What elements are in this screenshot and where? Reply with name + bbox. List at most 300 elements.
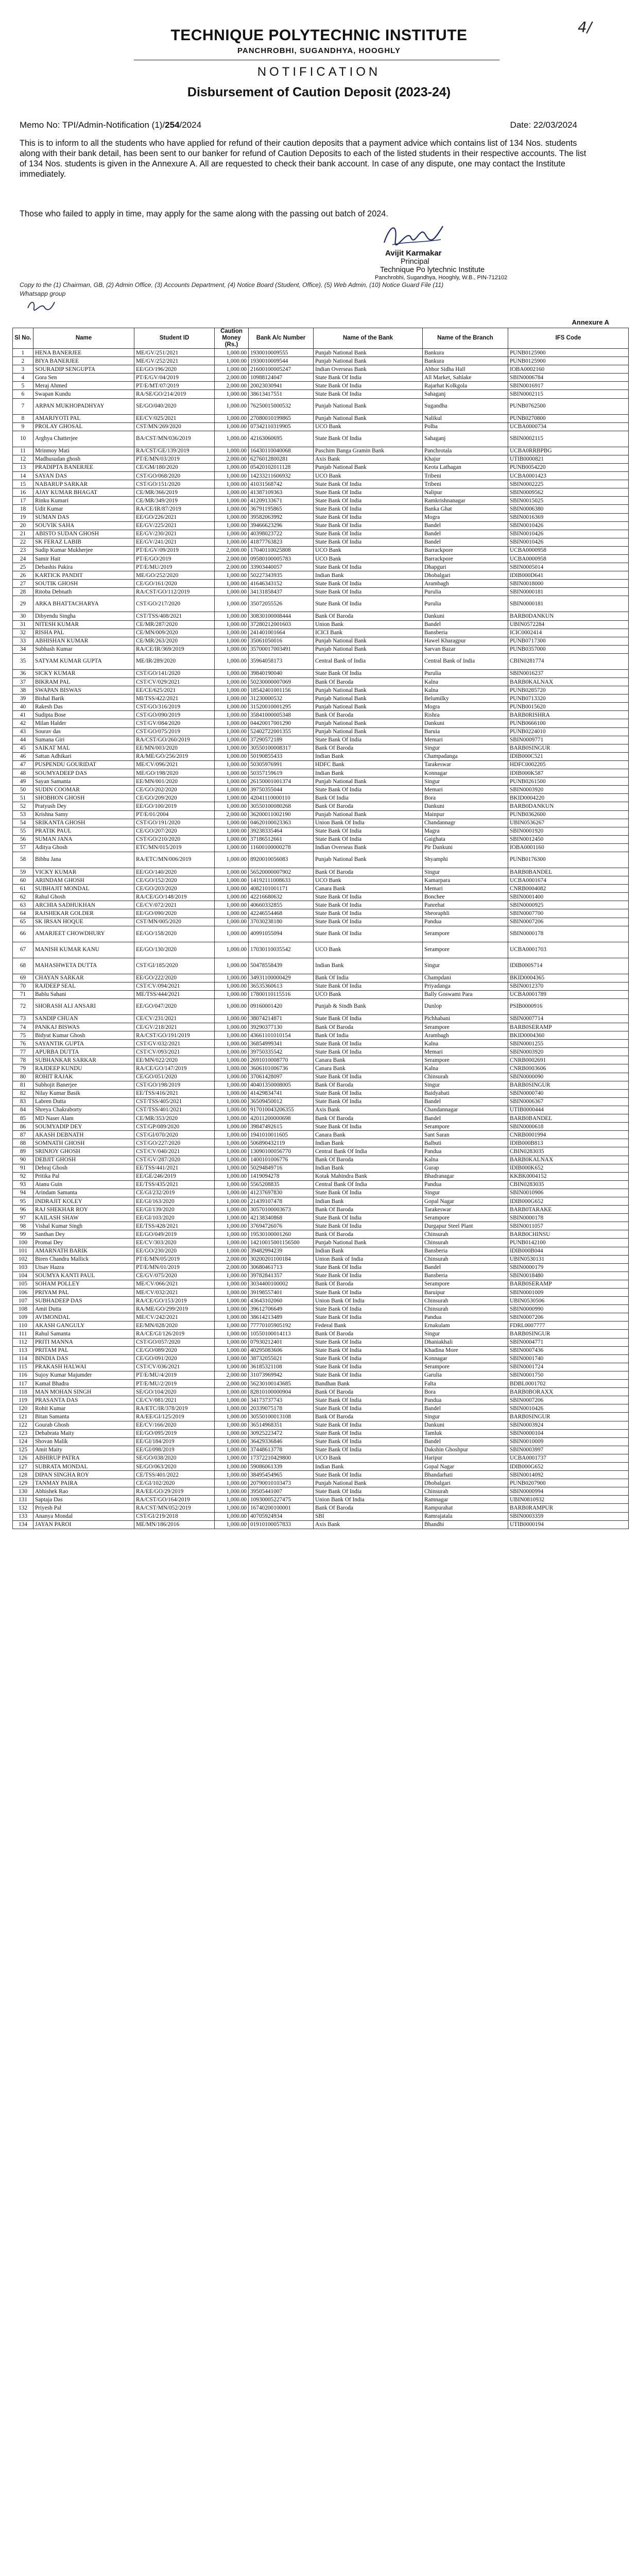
header-name: Name (33, 328, 134, 349)
cell-name: RAJ SHEKHAR ROY (33, 1206, 134, 1214)
cell-student-id: EE/MN/001/2020 (134, 777, 215, 786)
table-row (13, 497, 629, 505)
cell-bank-account: 31230000532 (249, 694, 314, 703)
cell-ifsc: PUNB0666100 (508, 719, 629, 727)
cell-branch: Central Bank of India (423, 653, 508, 669)
cell-student-id: CST/GV/287/2020 (134, 1156, 215, 1164)
cell-bank-account: 39582063992 (249, 513, 314, 521)
cell-branch: Baruipur (423, 1289, 508, 1297)
cell-caution-money: 1,000.00 (215, 1247, 249, 1255)
cell-bank-account: 2691010008770 (249, 1056, 314, 1064)
cell-student-id: RA/CST/GE/139/2019 (134, 447, 215, 455)
cell-name: SOURADIP SENGUPTA (33, 365, 134, 374)
cell-caution-money: 1,000.00 (215, 571, 249, 580)
cell-slno: 100 (13, 1239, 33, 1247)
cell-slno: 112 (13, 1338, 33, 1346)
cell-bank-name: Bank Of Baroda (314, 1330, 423, 1338)
cell-slno: 117 (13, 1380, 33, 1388)
cell-slno: 68 (13, 958, 33, 974)
cell-bank-name: Punjab National Bank (314, 686, 423, 694)
cell-caution-money: 1,000.00 (215, 1421, 249, 1429)
cell-name: SAYANTIK GUPTA (33, 1040, 134, 1048)
cell-caution-money: 1,000.00 (215, 1189, 249, 1197)
cell-bank-name: Union Bank Of India (314, 819, 423, 827)
cell-slno: 129 (13, 1479, 33, 1487)
cell-bank-account: 39840190040 (249, 669, 314, 677)
cell-branch: Rajarhat Kolkgola (423, 382, 508, 390)
table-row (13, 538, 629, 546)
cell-name: TANMAY PAIRA (33, 1479, 134, 1487)
cell-bank-name: Bank Of Baroda (314, 868, 423, 876)
cell-name: Shreya Chakraborty (33, 1106, 134, 1114)
table-row (13, 521, 629, 530)
cell-caution-money: 1,000.00 (215, 1222, 249, 1230)
cell-slno: 104 (13, 1272, 33, 1280)
cell-bank-name: State Bank Of India (314, 1404, 423, 1413)
cell-student-id: CST/GI/185/2020 (134, 958, 215, 974)
cell-name: Rahul Ghosh (33, 893, 134, 901)
cell-caution-money: 1,000.00 (215, 736, 249, 744)
cell-slno: 114 (13, 1354, 33, 1363)
cell-bank-account: 34173737743 (249, 1396, 314, 1404)
cell-ifsc: BARB0RAMPUR (508, 1504, 629, 1512)
cell-name: Rohit Kumar (33, 1404, 134, 1413)
cell-slno: 37 (13, 678, 33, 686)
cell-bank-account: 39198557401 (249, 1289, 314, 1297)
cell-bank-account: 17800110115516 (249, 990, 314, 998)
cell-ifsc: IOBA0002160 (508, 365, 629, 374)
cell-name: Sumana Giri (33, 736, 134, 744)
cell-student-id: EE/GO/047/2020 (134, 998, 215, 1014)
cell-slno: 9 (13, 422, 33, 431)
cell-bank-name: Indian Bank (314, 1462, 423, 1470)
cell-bank-name: Indian Bank (314, 752, 423, 760)
cell-name: Krishna Samy (33, 810, 134, 819)
table-row (13, 1437, 629, 1446)
cell-ifsc: SBIN0005014 (508, 563, 629, 571)
cell-caution-money: 1,000.00 (215, 1520, 249, 1529)
cell-ifsc: SBIN0000925 (508, 901, 629, 909)
cell-bank-name: State Bank Of India (314, 1123, 423, 1131)
cell-name: Abhishek Rao (33, 1487, 134, 1496)
cell-student-id: CST/CV/029/2021 (134, 678, 215, 686)
cell-bank-name: Punjab National Bank (314, 694, 423, 703)
cell-name: PRASANTA DAS (33, 1396, 134, 1404)
cell-name: AKASH GANGULY (33, 1321, 134, 1330)
cell-slno: 1 (13, 349, 33, 357)
cell-ifsc: UCBA0001423 (508, 472, 629, 480)
cell-slno: 4 (13, 374, 33, 382)
cell-slno: 65 (13, 918, 33, 926)
cell-ifsc: CBIN0283035 (508, 1147, 629, 1156)
cell-branch: Chinsurah (423, 1305, 508, 1313)
cell-bank-account: 30550100013108 (249, 1413, 314, 1421)
cell-caution-money: 1,000.00 (215, 1354, 249, 1363)
cell-bank-account: 42216680632 (249, 893, 314, 901)
cell-bank-account: 41646343152 (249, 580, 314, 588)
cell-bank-account: 41031568742 (249, 480, 314, 488)
table-row (13, 1363, 629, 1371)
cell-bank-account: 04420017001290 (249, 719, 314, 727)
cell-branch: Haripur (423, 1454, 508, 1462)
table-row (13, 744, 629, 752)
cell-student-id: PT/E/GV/09/2019 (134, 546, 215, 554)
cell-bank-name: Central Bank Of India (314, 1147, 423, 1156)
cell-bank-name: Bank Of Baroda (314, 1206, 423, 1214)
table-row (13, 719, 629, 727)
cell-bank-name: Punjab National Bank (314, 414, 423, 422)
table-row (13, 563, 629, 571)
cell-branch: Baidyabati (423, 1089, 508, 1097)
cell-bank-account: 21439107478 (249, 1197, 314, 1205)
cell-caution-money: 1,000.00 (215, 703, 249, 711)
cell-slno: 97 (13, 1214, 33, 1222)
table-row (13, 909, 629, 918)
cell-name: SUMAN JANA (33, 835, 134, 843)
cell-ifsc: UCBA0001737 (508, 1454, 629, 1462)
signature-block (344, 219, 508, 281)
cell-caution-money: 1,000.00 (215, 1504, 249, 1512)
cell-branch: Bandel (423, 1114, 508, 1123)
table-row (13, 580, 629, 588)
cell-bank-account: 1930010009544 (249, 357, 314, 365)
cell-bank-account: 917010043206355 (249, 1106, 314, 1114)
cell-caution-money: 2,000.00 (215, 382, 249, 390)
table-row (13, 827, 629, 835)
cell-bank-account: 21600100005247 (249, 365, 314, 374)
cell-slno: 45 (13, 744, 33, 752)
cell-bank-account: 37280212001603 (249, 620, 314, 629)
cell-slno: 56 (13, 835, 33, 843)
cell-bank-name: State Bank Of India (314, 1487, 423, 1496)
cell-ifsc: PUNB0207900 (508, 1479, 629, 1487)
cell-caution-money: 1,000.00 (215, 349, 249, 357)
cell-caution-money: 1,000.00 (215, 653, 249, 669)
cell-bank-account: 77770105905192 (249, 1321, 314, 1330)
cell-slno: 39 (13, 694, 33, 703)
cell-name: PRATIK PAUL (33, 827, 134, 835)
cell-bank-name: Indian Bank (314, 1139, 423, 1147)
cell-branch: Kalna (423, 1040, 508, 1048)
cell-student-id: EE/GO/226/2021 (134, 513, 215, 521)
cell-student-id: ETC/MN/015/2019 (134, 843, 215, 852)
cell-ifsc: IDIB000C521 (508, 752, 629, 760)
cell-bank-account: 14192111008633 (249, 876, 314, 885)
cell-ifsc: PUNB0362600 (508, 810, 629, 819)
cell-branch: Pir Dankuni (423, 843, 508, 852)
cell-name: ABHIRUP PATRA (33, 1454, 134, 1462)
cell-bank-name: Indian Bank (314, 958, 423, 974)
cell-bank-account: 1930010009555 (249, 349, 314, 357)
cell-bank-account: 3606101006736 (249, 1064, 314, 1073)
cell-ifsc: SBIN0000181 (508, 596, 629, 612)
cell-branch: Bandel (423, 1404, 508, 1413)
table-row (13, 736, 629, 744)
cell-student-id: ME/IR/289/2020 (134, 653, 215, 669)
cell-student-id: RA/CST/GO/260/2019 (134, 736, 215, 744)
cell-bank-name: State Bank Of India (314, 1089, 423, 1097)
cell-name: Rinku Kumari (33, 497, 134, 505)
cell-branch: Panrehat (423, 901, 508, 909)
cell-student-id: CST/GO/198/2019 (134, 1081, 215, 1089)
table-row (13, 777, 629, 786)
cell-caution-money: 1,000.00 (215, 488, 249, 497)
cell-caution-money: 1,000.00 (215, 1097, 249, 1106)
cell-ifsc: CNRB0004082 (508, 885, 629, 893)
cell-bank-name: Bank Of Baroda (314, 1230, 423, 1239)
table-row (13, 1123, 629, 1131)
cell-bank-name: Canara Bank (314, 1131, 423, 1139)
cell-name: Sudip Kumar Mukherjee (33, 546, 134, 554)
cell-caution-money: 1,000.00 (215, 463, 249, 471)
cell-bank-name: State Bank Of India (314, 488, 423, 497)
cell-caution-money: 1,000.00 (215, 1081, 249, 1089)
cell-student-id: CE/GO/202/2020 (134, 786, 215, 794)
cell-name: JAYAN PAROI (33, 1520, 134, 1529)
cell-bank-account: 14210015001156500 (249, 1239, 314, 1247)
cell-bank-name: Indian Bank (314, 571, 423, 580)
cell-bank-account: 19530100001260 (249, 1230, 314, 1239)
cell-caution-money: 1,000.00 (215, 472, 249, 480)
cell-slno: 60 (13, 876, 33, 885)
cell-caution-money: 1,000.00 (215, 1139, 249, 1147)
cell-branch: Bandel (423, 530, 508, 538)
cell-student-id: PT/E/GV/04/2019 (134, 374, 215, 382)
cell-caution-money: 1,000.00 (215, 852, 249, 868)
cell-branch: Bandel (423, 521, 508, 530)
cell-slno: 91 (13, 1164, 33, 1172)
cell-student-id: CST/GO/217/2020 (134, 596, 215, 612)
cell-name: ABISTO SUDAN GHOSH (33, 530, 134, 538)
cell-caution-money: 1,000.00 (215, 1487, 249, 1496)
initials-scribble-icon (26, 299, 57, 312)
cell-student-id: CST/GO/191/2020 (134, 819, 215, 827)
cell-slno: 102 (13, 1255, 33, 1263)
table-row (13, 1380, 629, 1388)
cell-branch: Nalipur (423, 488, 508, 497)
cell-student-id: EE/GO/196/2020 (134, 365, 215, 374)
cell-caution-money: 1,000.00 (215, 1305, 249, 1313)
cell-slno: 74 (13, 1023, 33, 1031)
cell-bank-account: 56230100143685 (249, 1380, 314, 1388)
cell-bank-name: Punjab National Bank (314, 719, 423, 727)
cell-caution-money: 2,000.00 (215, 455, 249, 463)
cell-caution-money: 2,000.00 (215, 546, 249, 554)
cell-name: Utsav Hazra (33, 1263, 134, 1272)
cell-bank-name: UCO Bank (314, 546, 423, 554)
cell-branch: Dankuni (423, 802, 508, 810)
cell-name: Debashis Pakira (33, 563, 134, 571)
cell-name: SUDIN COOMAR (33, 786, 134, 794)
cell-bank-name: Federal Bank (314, 1321, 423, 1330)
cell-ifsc: SBIN0007206 (508, 1313, 629, 1321)
table-row (13, 505, 629, 513)
cell-slno: 66 (13, 926, 33, 942)
table-row (13, 1073, 629, 1081)
cell-ifsc: SBIN0010426 (508, 521, 629, 530)
table-row (13, 1255, 629, 1263)
cell-bank-account: 36791195865 (249, 505, 314, 513)
cell-caution-money: 1,000.00 (215, 909, 249, 918)
cell-ifsc: SBIN0000181 (508, 588, 629, 596)
cell-bank-account: 38613417551 (249, 390, 314, 398)
table-row (13, 958, 629, 974)
cell-name: PUSPENDU GOURIDAT (33, 760, 134, 769)
cell-branch: Dunlop (423, 998, 508, 1014)
cell-bank-name: Axis Bank (314, 1106, 423, 1114)
cell-caution-money: 1,000.00 (215, 885, 249, 893)
cell-student-id: CST/MN/269/2020 (134, 422, 215, 431)
cell-caution-money: 1,000.00 (215, 1462, 249, 1470)
table-row (13, 1263, 629, 1272)
cell-name: SANDIP CHUAN (33, 1014, 134, 1023)
cell-student-id: RA/EE/GO/29/2019 (134, 1487, 215, 1496)
students-table (12, 328, 629, 1529)
cell-student-id: CE/GO/207/2020 (134, 827, 215, 835)
table-row (13, 645, 629, 653)
cell-slno: 83 (13, 1097, 33, 1106)
cell-slno: 7 (13, 398, 33, 414)
cell-slno: 47 (13, 760, 33, 769)
cell-caution-money: 1,000.00 (215, 1172, 249, 1180)
cell-caution-money: 1,000.00 (215, 1396, 249, 1404)
cell-name: RAJSHEKAR GOLDER (33, 909, 134, 918)
cell-slno: 23 (13, 546, 33, 554)
cell-student-id: CE/GV/075/2020 (134, 1272, 215, 1280)
cell-name: SOUTIK GHOSH (33, 580, 134, 588)
cell-bank-account: 36429336846 (249, 1437, 314, 1446)
table-row (13, 463, 629, 471)
cell-bank-account: 35700017003491 (249, 645, 314, 653)
cell-slno: 13 (13, 463, 33, 471)
cell-student-id: RA/CST/GO/112/2019 (134, 588, 215, 596)
cell-caution-money: 1,000.00 (215, 727, 249, 736)
cell-caution-money: 1,000.00 (215, 1321, 249, 1330)
cell-bank-account: 35061050016 (249, 637, 314, 645)
cell-name: Nilay Kumar Basik (33, 1089, 134, 1097)
table-row (13, 1396, 629, 1404)
cell-bank-name: Indian Bank (314, 1197, 423, 1205)
cell-bank-name: State Bank Of India (314, 1429, 423, 1437)
cell-ifsc: SBIN0000740 (508, 1089, 629, 1097)
cell-bank-account: 59086061339 (249, 1462, 314, 1470)
cell-caution-money: 1,000.00 (215, 1313, 249, 1321)
cell-slno: 132 (13, 1504, 33, 1512)
cell-bank-name: Bank Of Baroda (314, 744, 423, 752)
cell-slno: 115 (13, 1363, 33, 1371)
cell-slno: 118 (13, 1388, 33, 1396)
cell-name: SUBHANKAR SARKAR (33, 1056, 134, 1064)
cell-name: PRADIPTA BANERJEE (33, 463, 134, 471)
cell-slno: 101 (13, 1247, 33, 1255)
cell-ifsc: SBIN0001724 (508, 1363, 629, 1371)
cell-bank-account: 42246554468 (249, 909, 314, 918)
cell-bank-name: State Bank Of India (314, 786, 423, 794)
cell-bank-account: 13090100056770 (249, 1147, 314, 1156)
table-row (13, 901, 629, 909)
cell-branch: Gopal Nagar (423, 1462, 508, 1470)
table-row (13, 588, 629, 596)
cell-slno: 128 (13, 1471, 33, 1479)
cell-student-id: CE/MN/009/2020 (134, 629, 215, 637)
cell-ifsc: SBIN0018480 (508, 1272, 629, 1280)
cell-student-id: EE/CV/303/2020 (134, 1239, 215, 1247)
cell-ifsc: UBIN0572284 (508, 620, 629, 629)
cell-branch: Dankuni (423, 719, 508, 727)
cell-slno: 122 (13, 1421, 33, 1429)
cell-student-id: CST/CV/093/2021 (134, 1048, 215, 1056)
cell-branch: Khajur (423, 455, 508, 463)
table-row (13, 1197, 629, 1205)
cell-bank-name: Punjab National Bank (314, 349, 423, 357)
cell-caution-money: 2,000.00 (215, 563, 249, 571)
cell-caution-money: 1,000.00 (215, 1471, 249, 1479)
cell-name: Samir Hait (33, 554, 134, 563)
cell-name: INDRAJIT KOLEY (33, 1197, 134, 1205)
cell-student-id: EE/TSS/428/2021 (134, 1222, 215, 1230)
cell-student-id: PT/E/MT/07/2019 (134, 382, 215, 390)
table-row (13, 1180, 629, 1189)
cell-bank-name: Indian Overseas Bank (314, 365, 423, 374)
cell-branch: Bandel (423, 538, 508, 546)
cell-caution-money: 1,000.00 (215, 827, 249, 835)
cell-slno: 95 (13, 1197, 33, 1205)
signatory-address: Panchrobhi, Sugandhya, Hooghly, W.B., PIN-712102 (375, 275, 508, 281)
cell-name: ARINDAM GHOSH (33, 876, 134, 885)
cell-bank-name: State Bank Of India (314, 431, 423, 447)
cell-bank-name: Bank Of Baroda (314, 612, 423, 620)
cell-branch: Nalikul (423, 414, 508, 422)
table-row (13, 868, 629, 876)
cell-bank-account: 50230000007069 (249, 678, 314, 686)
cell-ifsc: SBIN0007700 (508, 909, 629, 918)
table-row (13, 1156, 629, 1164)
cell-slno: 38 (13, 686, 33, 694)
memo-issue-number: 254 (165, 120, 180, 130)
cell-branch: Serampore (423, 942, 508, 958)
cell-bank-account: 39505441007 (249, 1487, 314, 1496)
cell-bank-account: 43661101010154 (249, 1031, 314, 1040)
cell-name: DIPAN SINGHA ROY (33, 1471, 134, 1479)
table-row (13, 769, 629, 777)
table-row (13, 612, 629, 620)
cell-slno: 85 (13, 1114, 33, 1123)
cell-branch: Ramnagar (423, 1496, 508, 1504)
cell-branch: Keota Lathagan (423, 463, 508, 471)
table-row (13, 1189, 629, 1197)
cell-caution-money: 1,000.00 (215, 958, 249, 974)
cell-student-id: PT/E/MN/03/2019 (134, 455, 215, 463)
cell-ifsc: IDIB000G652 (508, 1462, 629, 1470)
cell-student-id: ME/TSS/444/2021 (134, 990, 215, 998)
cell-ifsc: BARB0KALNAX (508, 1156, 629, 1164)
cell-bank-account: 11600100000278 (249, 843, 314, 852)
cell-name: Biren Chandra Mallick (33, 1255, 134, 1263)
cell-student-id: RA/SE/GO/214/2019 (134, 390, 215, 398)
cell-caution-money: 1,000.00 (215, 1023, 249, 1031)
cell-caution-money: 1,000.00 (215, 686, 249, 694)
table-row (13, 876, 629, 885)
cell-ifsc: SBIN0015025 (508, 497, 629, 505)
cell-branch: Tarakeswar (423, 760, 508, 769)
cell-name: MAN MOHAN SINGH (33, 1388, 134, 1396)
table-row (13, 530, 629, 538)
cell-branch: Arambagh (423, 580, 508, 588)
cell-caution-money: 1,000.00 (215, 1031, 249, 1040)
cell-bank-account: 36200011002190 (249, 810, 314, 819)
cell-branch: Rishra (423, 711, 508, 719)
table-row (13, 703, 629, 711)
